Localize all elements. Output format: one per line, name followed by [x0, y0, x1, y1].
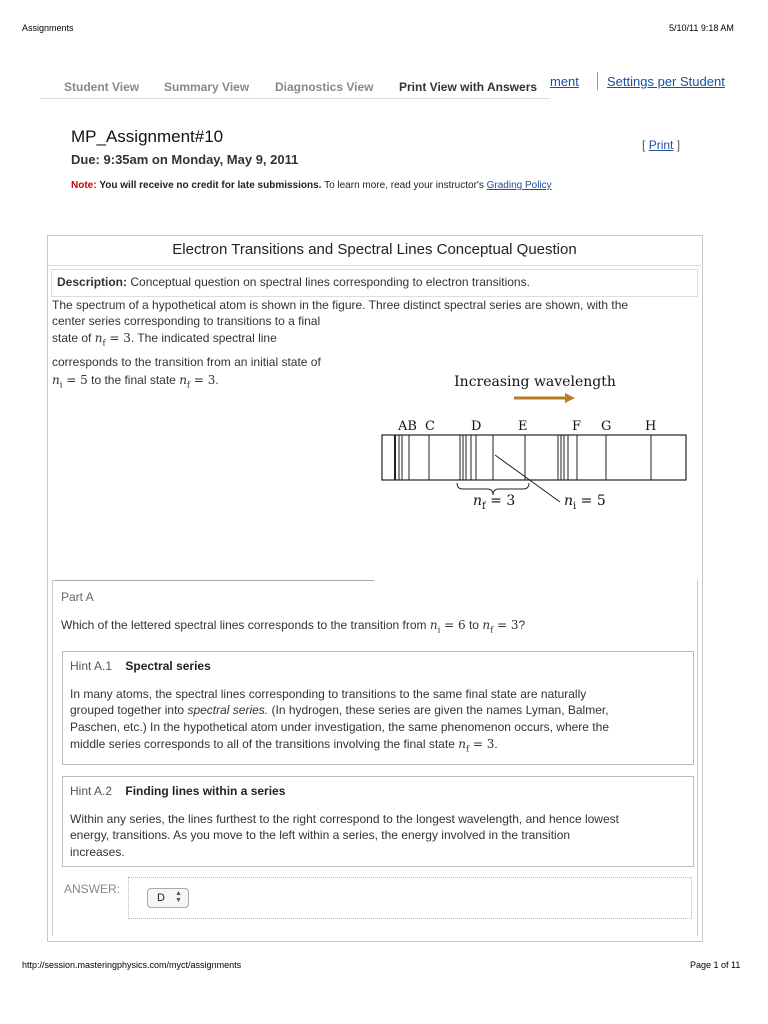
math-nf-3: $n_f = 3$	[94, 331, 131, 348]
math-ni-5: $n_i = 5$	[52, 373, 88, 390]
hint-a2-line-3: increases.	[70, 845, 125, 859]
tab-print-view-with-answers[interactable]: Print View with Answers	[399, 80, 538, 94]
nf-label: $n_f = 3$	[473, 493, 516, 512]
part-a-label: Part A	[61, 590, 94, 604]
late-note	[71, 180, 552, 191]
intro-line-3: state of $n_f = 3$. The indicated spectral line	[52, 331, 277, 348]
note-label: Note:	[71, 180, 97, 191]
footer-url: http://session.masteringphysics.com/myct/assignments	[22, 960, 242, 970]
line-label-c: C	[425, 419, 435, 434]
hint-a1-line-2: grouped together into spectral series. (In hydrogen, these series are given the names Lyman, Balmer,	[70, 703, 609, 717]
wavelength-arrow-head	[565, 393, 575, 403]
hint-a2-header[interactable]	[70, 784, 285, 798]
print-header-datetime: 5/10/11 9:18 AM	[669, 23, 734, 33]
intro-line-1: The spectrum of a hypothetical atom is shown in the figure. Three distinct spectral series are shown, with the	[52, 298, 629, 312]
description	[57, 275, 530, 289]
line-label-f: F	[572, 419, 582, 434]
due-label: Due:	[71, 152, 100, 167]
spectrum-figure	[375, 368, 695, 513]
note-text: To learn more, read your instructor's	[324, 180, 484, 191]
tab-student-view[interactable]: Student View	[64, 80, 140, 94]
hint-a2-number: Hint A.2	[70, 784, 113, 798]
description-text: Conceptual question on spectral lines corresponding to electron transitions.	[130, 275, 530, 289]
footer-page: Page 1 of 11	[690, 960, 741, 970]
hint-a1-number: Hint A.1	[70, 659, 113, 673]
line-label-g: G	[601, 419, 612, 434]
wavelength-caption: Increasing wavelength	[454, 374, 616, 390]
tab-diagnostics-view[interactable]: Diagnostics View	[275, 80, 374, 94]
hint-a1-title: Spectral series	[125, 659, 211, 673]
part-a-left-border	[52, 580, 53, 936]
spectrum-band	[382, 435, 686, 480]
part-a-question: Which of the lettered spectral lines corresponds to the transition from $n_i = 6$ to $n_f = 3$?	[61, 618, 526, 635]
grading-policy-link[interactable]: Grading Policy	[486, 180, 552, 191]
hint-a2-line-1: Within any series, the lines furthest to the right correspond to the longest wavelength, and hence lowest	[70, 812, 619, 826]
answer-select[interactable]	[147, 888, 189, 908]
tab-bar-baseline	[40, 98, 550, 99]
problem-title: Electron Transitions and Spectral Lines Conceptual Question	[172, 241, 577, 258]
print-control: [ Print ]	[642, 138, 681, 152]
tab-summary-view[interactable]: Summary View	[164, 80, 250, 94]
answer-select-value: D	[157, 892, 165, 904]
hint-a1-line-4: middle series corresponds to all of the transitions involving the final state $n_f = 3$.	[70, 737, 498, 754]
part-a-right-border	[697, 580, 698, 936]
hint-a1-line-3: Paschen, etc.) In the hypothetical atom under investigation, the same phenomenon occurs, where the	[70, 720, 609, 734]
settings-per-student-link[interactable]: Settings per Student	[607, 74, 725, 89]
assignment-title: MP_Assignment#10	[71, 127, 224, 146]
note-bold: You will receive no credit for late submissions.	[99, 180, 322, 191]
intro-line-2: center series corresponding to transitions to a final	[52, 314, 321, 328]
truncated-nav-link[interactable]: ment	[550, 74, 579, 89]
hint-a1-line-1: In many atoms, the spectral lines corresponding to transitions to the same final state are naturally	[70, 687, 587, 701]
ni-label: $n_i = 5$	[564, 493, 606, 512]
description-label: Description:	[57, 275, 128, 289]
print-link[interactable]: Print	[648, 138, 674, 152]
math-ni-6: $n_i = 6$	[429, 618, 466, 635]
line-label-d: D	[471, 419, 482, 434]
due-date	[71, 152, 298, 167]
answer-label: ANSWER:	[64, 882, 121, 896]
line-label-h: H	[645, 419, 657, 434]
intro-line-5: $n_i = 5$ to the final state $n_f = 3$.	[52, 373, 219, 390]
part-a-separator	[52, 580, 374, 581]
updown-arrows-icon: ▲ ▼	[175, 890, 182, 904]
print-header-title: Assignments	[22, 23, 74, 33]
due-value: 9:35am on Monday, May 9, 2011	[103, 152, 299, 167]
intro-line-4: corresponds to the transition from an initial state of	[52, 355, 321, 369]
math-nf-3: $n_f = 3$	[458, 737, 495, 754]
hint-a2-line-2: energy, transitions. As you move to the left within a series, the energy involved in the transition	[70, 828, 571, 842]
hint-a1-header[interactable]	[70, 659, 211, 673]
answer-box	[128, 877, 692, 919]
hint-a2-title: Finding lines within a series	[125, 784, 286, 798]
math-nf-3: $n_f = 3$	[482, 618, 519, 635]
math-nf-3: $n_f = 3$	[179, 373, 216, 390]
line-label-e: E	[518, 419, 528, 434]
line-label-ab: AB	[398, 419, 417, 434]
nav-divider	[597, 72, 598, 90]
